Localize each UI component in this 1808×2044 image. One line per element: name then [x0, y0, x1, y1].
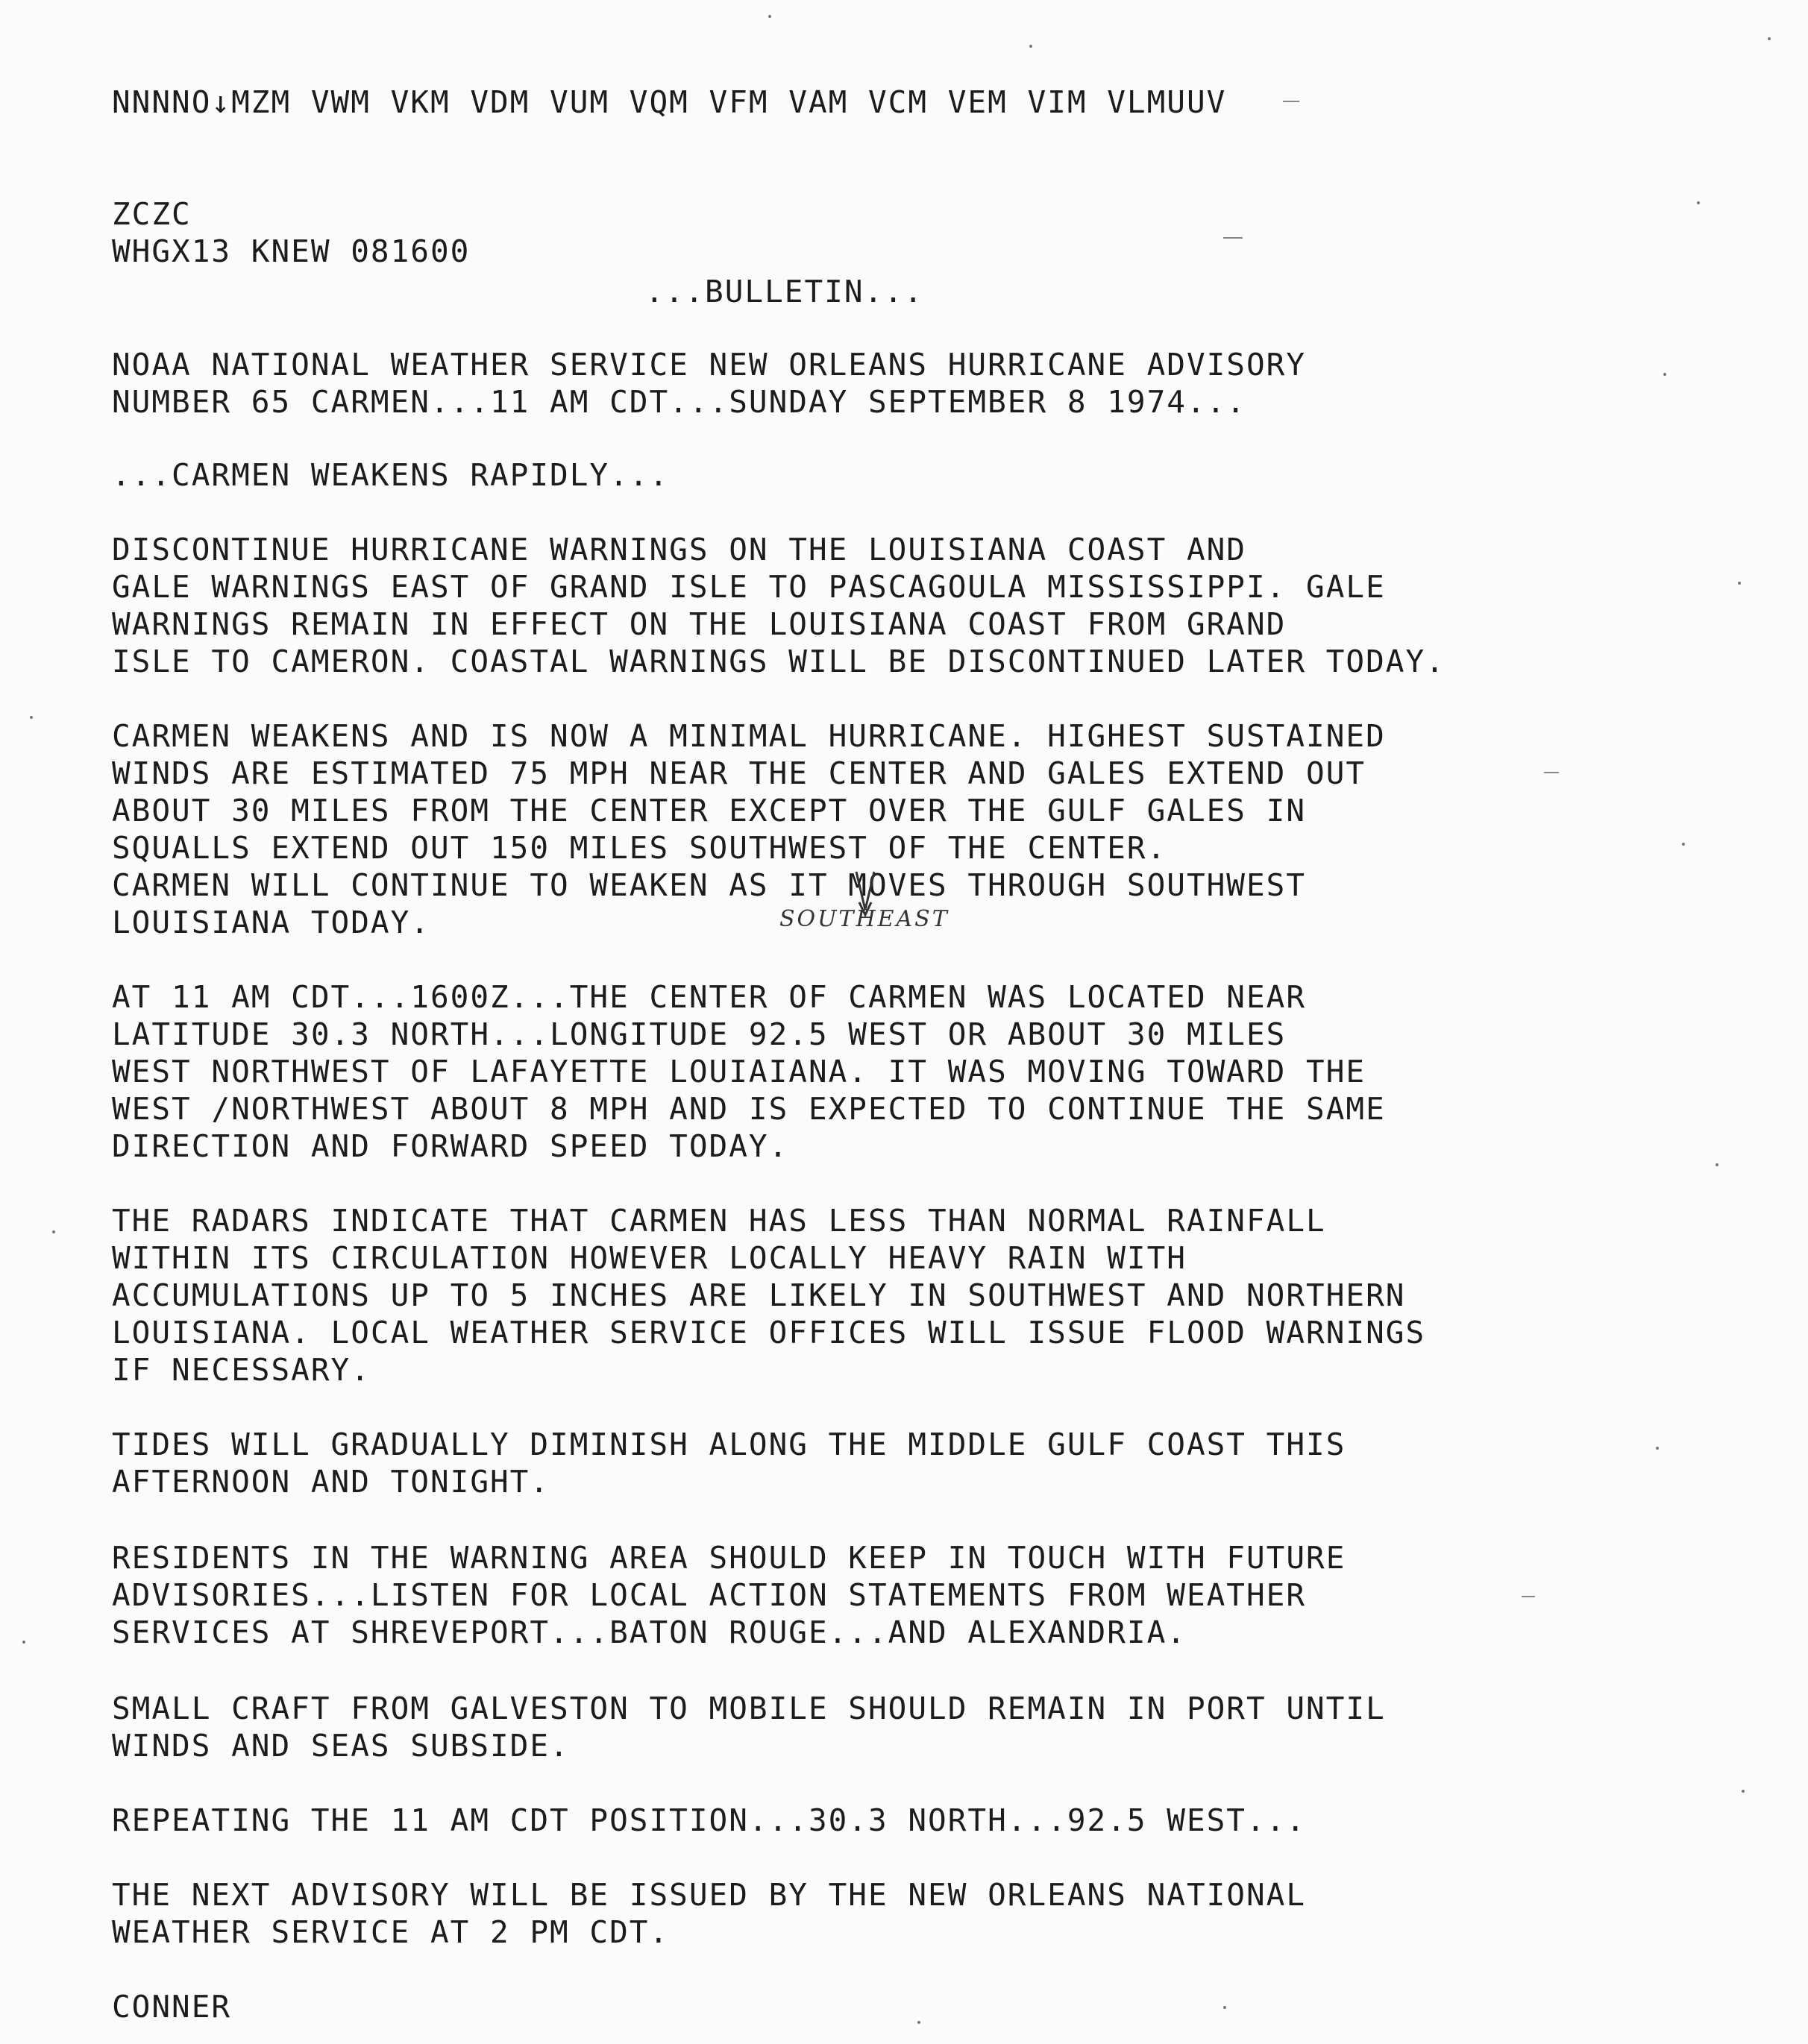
- paper-speck: [1663, 373, 1666, 376]
- paper-mark: [1223, 237, 1243, 239]
- paper-speck: [1697, 201, 1700, 204]
- paper-speck: [1768, 37, 1771, 40]
- paragraph-line: TIDES WILL GRADUALLY DIMINISH ALONG THE MIDDLE GULF COAST THIS: [112, 1427, 1346, 1462]
- paragraph-line: IF NECESSARY.: [112, 1352, 371, 1388]
- paragraph-line: THE NEXT ADVISORY WILL BE ISSUED BY THE NEW ORLEANS NATIONAL: [112, 1877, 1307, 1913]
- handwritten-correction: SOUTHEAST: [779, 906, 949, 932]
- paper-mark: [1283, 101, 1299, 102]
- zczc-line: ZCZC: [112, 196, 192, 232]
- advisory-title-line-1: NOAA NATIONAL WEATHER SERVICE NEW ORLEANS HURRICANE ADVISORY: [112, 347, 1307, 383]
- advisory-title-line-2: NUMBER 65 CARMEN...11 AM CDT...SUNDAY SEPTEMBER 8 1974...: [112, 384, 1246, 420]
- paragraph-line: WEST /NORTHWEST ABOUT 8 MPH AND IS EXPECTED TO CONTINUE THE SAME: [112, 1091, 1386, 1127]
- paragraph-line: GALE WARNINGS EAST OF GRAND ISLE TO PASCAGOULA MISSISSIPPI. GALE: [112, 569, 1386, 605]
- paper-speck: [917, 2021, 920, 2024]
- paragraph-line: WARNINGS REMAIN IN EFFECT ON THE LOUISIANA COAST FROM GRAND: [112, 606, 1287, 642]
- paragraph-line: DIRECTION AND FORWARD SPEED TODAY.: [112, 1128, 789, 1164]
- paragraph-line: ADVISORIES...LISTEN FOR LOCAL ACTION STATEMENTS FROM WEATHER: [112, 1577, 1307, 1613]
- headline: ...CARMEN WEAKENS RAPIDLY...: [112, 457, 670, 493]
- paragraph-line: LATITUDE 30.3 NORTH...LONGITUDE 92.5 WEST OR ABOUT 30 MILES: [112, 1016, 1287, 1052]
- paragraph-line: WEATHER SERVICE AT 2 PM CDT.: [112, 1914, 670, 1950]
- paper-mark: [1544, 772, 1559, 773]
- paper-speck: [1223, 2006, 1226, 2009]
- paper-speck: [30, 716, 33, 719]
- paper-speck: [1029, 45, 1032, 48]
- paper-speck: [52, 1230, 55, 1233]
- paragraph-line: CARMEN WILL CONTINUE TO WEAKEN AS IT MOVES THROUGH SOUTHWEST: [112, 867, 1307, 903]
- paper-speck: [22, 1641, 25, 1644]
- paragraph-line: SMALL CRAFT FROM GALVESTON TO MOBILE SHOULD REMAIN IN PORT UNTIL: [112, 1691, 1386, 1726]
- routing-line: NNNNO↓MZM VWM VKM VDM VUM VQM VFM VAM VCM VEM VIM VLMUUV: [112, 84, 1227, 120]
- paper-mark: [1522, 1596, 1535, 1597]
- paragraph-line: WEST NORTHWEST OF LAFAYETTE LOUIAIANA. IT WAS MOVING TOWARD THE: [112, 1054, 1366, 1089]
- paragraph-line: CARMEN WEAKENS AND IS NOW A MINIMAL HURRICANE. HIGHEST SUSTAINED: [112, 718, 1386, 754]
- paragraph-line: AFTERNOON AND TONIGHT.: [112, 1464, 550, 1500]
- paper-speck: [1656, 1447, 1659, 1450]
- bulletin-heading: ...BULLETIN...: [645, 274, 924, 309]
- paragraph-line: SERVICES AT SHREVEPORT...BATON ROUGE...AND ALEXANDRIA.: [112, 1614, 1187, 1650]
- station-line: WHGX13 KNEW 081600: [112, 233, 471, 269]
- paragraph-line: WINDS ARE ESTIMATED 75 MPH NEAR THE CENTER AND GALES EXTEND OUT: [112, 755, 1366, 791]
- paragraph-line: SQUALLS EXTEND OUT 150 MILES SOUTHWEST OF THE CENTER.: [112, 830, 1167, 866]
- paragraph-line: LOUISIANA. LOCAL WEATHER SERVICE OFFICES WILL ISSUE FLOOD WARNINGS: [112, 1315, 1426, 1350]
- paragraph-line: ISLE TO CAMERON. COASTAL WARNINGS WILL BE DISCONTINUED LATER TODAY.: [112, 644, 1446, 679]
- paragraph-line: REPEATING THE 11 AM CDT POSITION...30.3 NORTH...92.5 WEST...: [112, 1802, 1307, 1838]
- paragraph-line: ACCUMULATIONS UP TO 5 INCHES ARE LIKELY IN SOUTHWEST AND NORTHERN: [112, 1277, 1406, 1313]
- paragraph-line: AT 11 AM CDT...1600Z...THE CENTER OF CARMEN WAS LOCATED NEAR: [112, 979, 1307, 1015]
- signature: CONNER: [112, 1989, 232, 2025]
- paper-speck: [768, 15, 771, 18]
- paragraph-line: ABOUT 30 MILES FROM THE CENTER EXCEPT OVER THE GULF GALES IN: [112, 793, 1307, 828]
- paper-speck: [1682, 843, 1685, 846]
- paragraph-line: LOUISIANA TODAY.: [112, 905, 430, 940]
- paragraph-line: THE RADARS INDICATE THAT CARMEN HAS LESS THAN NORMAL RAINFALL: [112, 1203, 1326, 1239]
- paper-speck: [1742, 1790, 1745, 1793]
- paragraph-line: WITHIN ITS CIRCULATION HOWEVER LOCALLY HEAVY RAIN WITH: [112, 1240, 1187, 1276]
- paragraph-line: DISCONTINUE HURRICANE WARNINGS ON THE LOUISIANA COAST AND: [112, 532, 1246, 567]
- paragraph-line: RESIDENTS IN THE WARNING AREA SHOULD KEEP IN TOUCH WITH FUTURE: [112, 1540, 1346, 1576]
- paragraph-line: WINDS AND SEAS SUBSIDE.: [112, 1728, 570, 1764]
- paper-speck: [1738, 582, 1741, 585]
- paper-speck: [1716, 1163, 1718, 1166]
